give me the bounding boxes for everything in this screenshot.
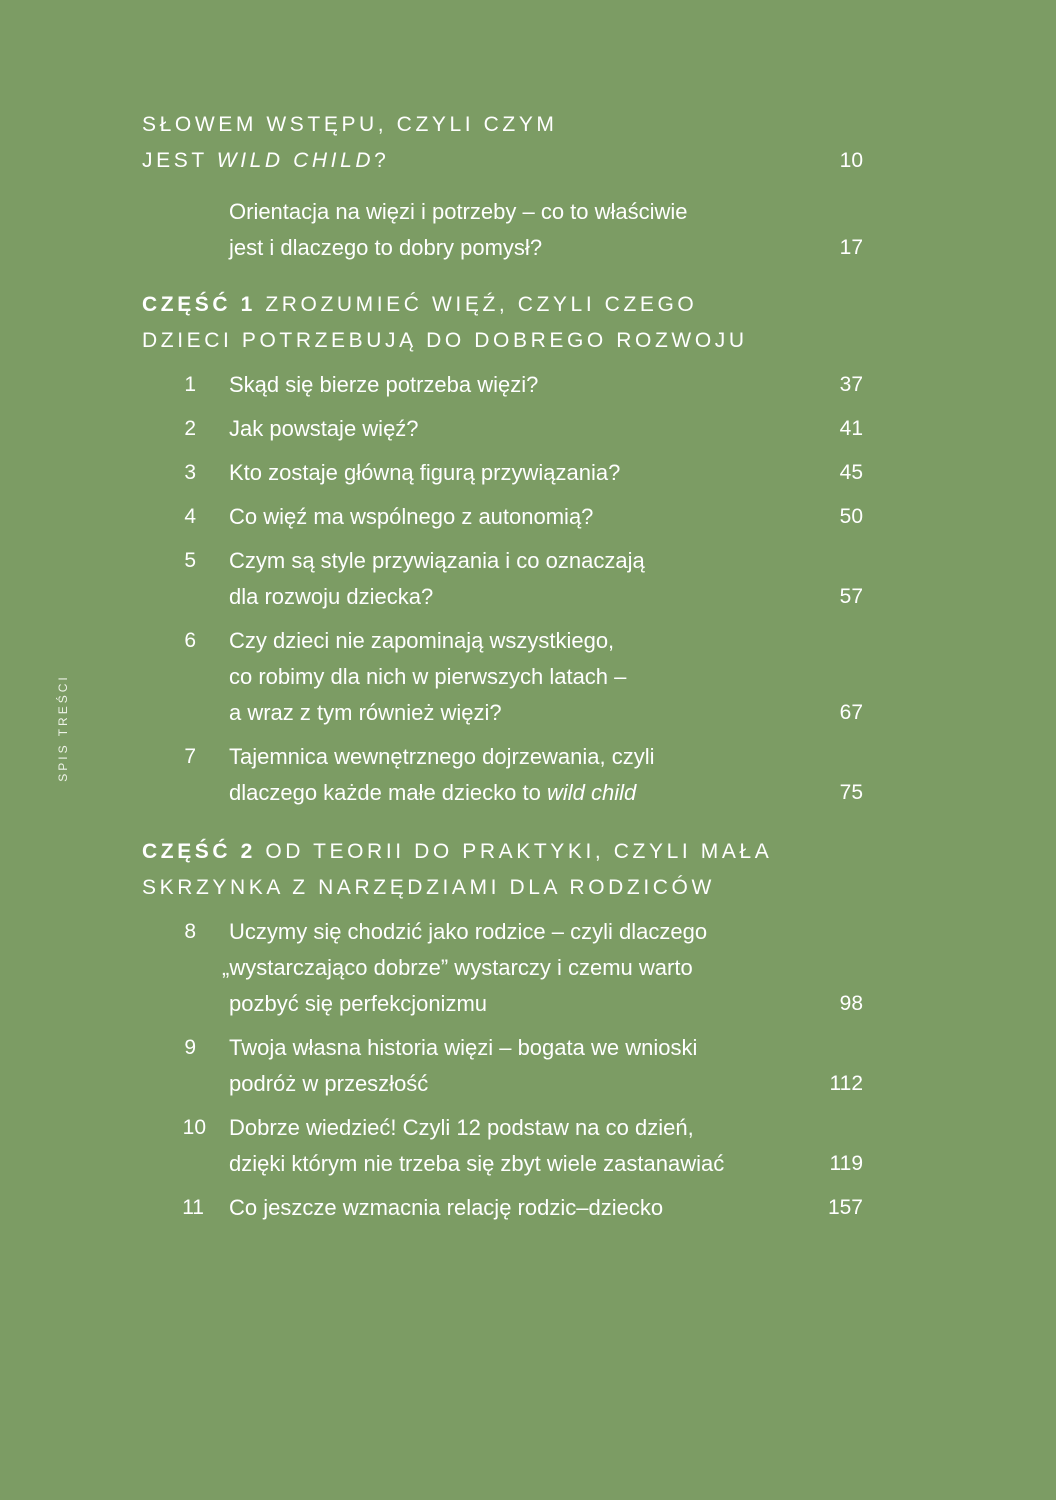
chapter-9-title-line1: Twoja własna historia więzi – bogata we wnioski [229,1035,698,1060]
intro-sub-page: 17 [839,236,863,259]
intro-sub-line1: Orientacja na więzi i potrzeby – co to właściwie [229,199,688,224]
chapter-10-title-line2: dzięki którym nie trzeba się zbyt wiele zastanawiać [229,1151,725,1176]
intro-heading-qmark: ? [374,149,390,172]
chapter-1-page: 37 [839,373,863,396]
part1-heading-line2: DZIECI POTRZEBUJĄ DO DOBREGO ROZWOJU [142,329,748,352]
chapter-9-title-line2: podróż w przeszłość [229,1071,429,1096]
part1-title-line1: ZROZUMIEĆ WIĘŹ, CZYLI CZEGO [255,293,698,316]
chapter-8-page: 98 [839,992,863,1015]
chapter-6-title-line3: a wraz z tym również więzi? [229,700,502,725]
chapter-10-page: 119 [829,1152,863,1175]
intro-heading-line2 [142,143,389,179]
side-label-toc: SPIS TREŚCI [56,674,70,782]
chapter-11-title: Co jeszcze wzmacnia relację rodzic–dziecko [229,1195,664,1220]
chapter-6-title-line1: Czy dzieci nie zapominają wszystkiego, [229,628,615,653]
chapter-7-number: 7 [184,745,196,768]
part2-heading-line2: SKRZYNKA Z NARZĘDZIAMI DLA RODZICÓW [142,876,715,899]
part2-title-line1: OD TEORII DO PRAKTYKI, CZYLI MAŁA [255,840,773,863]
chapter-9-page: 112 [829,1072,863,1095]
part1-heading-line1 [142,287,697,323]
chapter-11-page: 157 [827,1196,863,1219]
part1-label: CZĘŚĆ 1 [142,293,256,316]
chapter-7-page: 75 [839,781,863,804]
chapter-5-title-line2: dla rozwoju dziecka? [229,584,434,609]
part2-heading-line1 [142,834,772,870]
chapter-8-title-line2: „wystarczająco dobrze” wystarczy i czemu warto [222,955,693,980]
chapter-10-title-line1: Dobrze wiedzieć! Czyli 12 podstaw na co dzień, [229,1115,694,1140]
chapter-2-number: 2 [184,417,196,440]
chapter-3-number: 3 [184,461,196,484]
intro-heading-line2-text: JEST [142,149,217,172]
chapter-4-title: Co więź ma wspólnego z autonomią? [229,504,594,529]
chapter-6-page: 67 [839,701,863,724]
chapter-7-title-italic: wild child [546,780,637,805]
intro-heading-italic: WILD CHILD [216,149,375,172]
chapter-9-number: 9 [184,1036,196,1059]
chapter-1-number: 1 [184,373,196,396]
chapter-8-title-line3: pozbyć się perfekcjonizmu [229,991,488,1016]
chapter-7-title-line2-text: dlaczego każde małe dziecko to [229,780,547,805]
chapter-8-title-line1: Uczymy się chodzić jako rodzice – czyli dlaczego [229,919,708,944]
intro-heading-line1: SŁOWEM WSTĘPU, CZYLI CZYM [142,113,558,136]
chapter-5-number: 5 [184,549,196,572]
chapter-2-title: Jak powstaje więź? [229,416,419,441]
chapter-4-page: 50 [839,505,863,528]
part2-label: CZĘŚĆ 2 [142,840,256,863]
chapter-7-title-line2 [229,775,636,811]
chapter-6-number: 6 [184,629,196,652]
chapter-7-title-line1: Tajemnica wewnętrznego dojrzewania, czyli [229,744,655,769]
intro-sub-line2: jest i dlaczego to dobry pomysł? [229,235,543,260]
chapter-3-page: 45 [839,461,863,484]
chapter-1-title: Skąd się bierze potrzeba więzi? [229,372,539,397]
chapter-10-number: 10 [182,1116,206,1139]
chapter-5-page: 57 [839,585,863,608]
chapter-8-number: 8 [184,920,196,943]
chapter-3-title: Kto zostaje główną figurą przywiązania? [229,460,621,485]
chapter-2-page: 41 [839,417,863,440]
chapter-6-title-line2: co robimy dla nich w pierwszych latach – [229,664,627,689]
chapter-4-number: 4 [184,505,196,528]
chapter-11-number: 11 [182,1196,204,1219]
chapter-5-title-line1: Czym są style przywiązania i co oznaczają [229,548,645,573]
intro-page: 10 [839,149,863,172]
